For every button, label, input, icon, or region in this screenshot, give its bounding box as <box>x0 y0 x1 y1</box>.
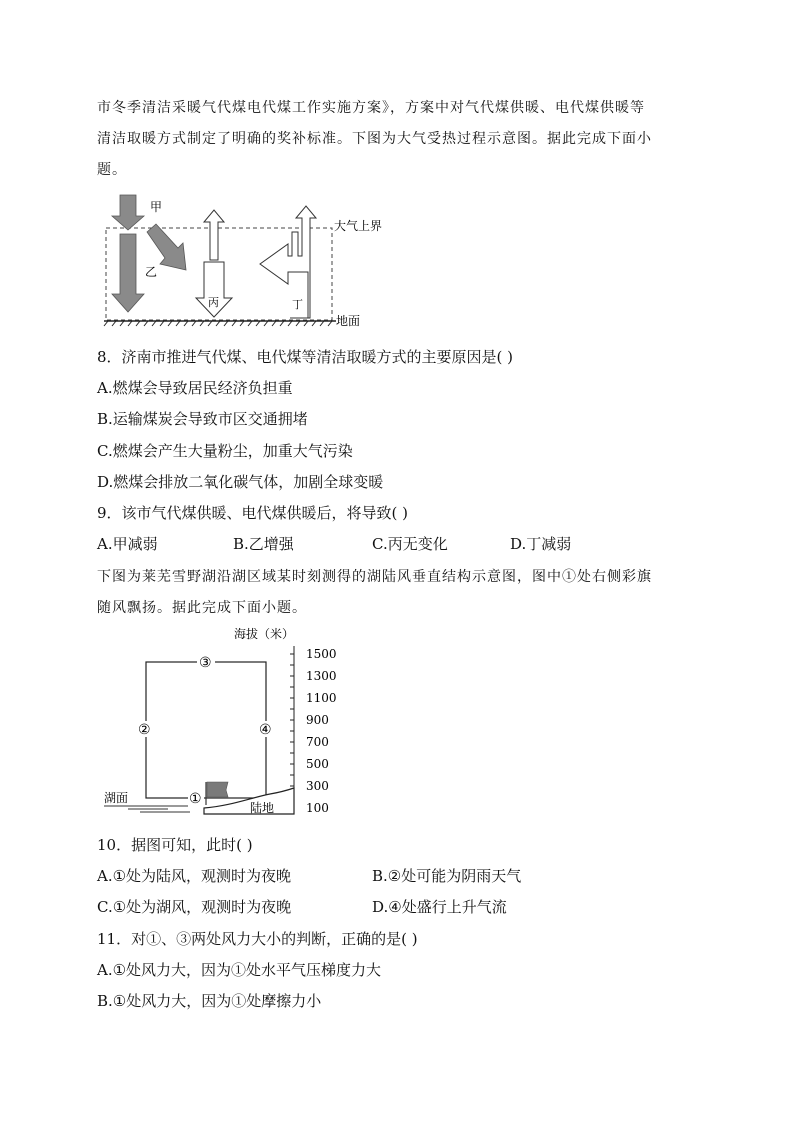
flag-icon <box>207 782 228 797</box>
q8-option-d[interactable]: D.燃煤会排放二氧化碳气体，加剧全球变暖 <box>97 473 384 491</box>
tick-500: 500 <box>306 757 329 771</box>
q11-stem: 11．对①、③两处风力大小的判断，正确的是( ) <box>97 930 418 948</box>
point-1: ① <box>189 791 202 807</box>
q11-option-a[interactable]: A.①处风力大，因为①处水平气压梯度力大 <box>97 961 382 979</box>
label-yi: 乙 <box>145 265 158 279</box>
q10-option-b[interactable]: B.②处可能为阴雨天气 <box>372 867 522 885</box>
tick-300: 300 <box>306 779 329 793</box>
q11-option-b[interactable]: B.①处风力大，因为①处摩擦力小 <box>97 992 322 1010</box>
lake-surface <box>104 806 190 812</box>
q9-option-d[interactable]: D.丁减弱 <box>510 535 572 553</box>
label-atmosphere-top: 大气上界 <box>334 219 383 233</box>
tick-100: 100 <box>306 801 329 815</box>
tick-700: 700 <box>306 735 329 749</box>
arrow-jia <box>112 195 144 230</box>
label-land: 陆地 <box>250 801 275 815</box>
atmosphere-heating-diagram <box>100 190 390 330</box>
ground-hatch <box>104 321 332 326</box>
label-lake: 湖面 <box>104 791 129 805</box>
q9-option-a[interactable]: A.甲减弱 <box>97 535 158 553</box>
q9-option-b[interactable]: B.乙增强 <box>233 535 294 553</box>
q8-option-a[interactable]: A.燃煤会导致居民经济负担重 <box>97 379 293 397</box>
label-bing: 丙 <box>208 296 219 309</box>
arrow-ding <box>260 206 316 318</box>
q10-stem: 10．据图可知，此时( ) <box>97 836 253 854</box>
circulation-loop <box>146 662 266 798</box>
intro1-line3: 题。 <box>97 162 127 178</box>
label-ding: 丁 <box>292 298 303 311</box>
intro2-line2: 随风飘扬。据此完成下面小题。 <box>97 600 307 616</box>
q10-option-a[interactable]: A.①处为陆风，观测时为夜晚 <box>97 867 292 885</box>
tick-1300: 1300 <box>306 669 337 683</box>
q9-stem: 9．该市气代煤供暖、电代煤供暖后，将导致( ) <box>97 504 409 522</box>
q10-option-c[interactable]: C.①处为湖风，观测时为夜晚 <box>97 898 292 916</box>
axis-minor-ticks <box>290 654 294 808</box>
intro1-line1: 市冬季清洁采暖气代煤电代煤工作实施方案》，方案中对气代煤供暖、电代煤供暖等 <box>97 100 645 116</box>
axis-title: 海拔（米） <box>234 627 295 641</box>
tick-900: 900 <box>306 713 329 727</box>
intro1-line2: 清洁取暖方式制定了明确的奖补标准。下图为大气受热过程示意图。据此完成下面小 <box>97 131 652 147</box>
arrow-diagonal <box>147 224 186 270</box>
label-ground: 地面 <box>336 314 361 328</box>
intro2-line1: 下图为莱芜雪野湖沿湖区域某时刻测得的湖陆风垂直结构示意图，图中①处右侧彩旗 <box>97 569 652 585</box>
point-4: ④ <box>259 722 272 738</box>
label-jia: 甲 <box>150 200 163 214</box>
arrow-yi <box>112 234 144 312</box>
q9-option-c[interactable]: C.丙无变化 <box>372 535 448 553</box>
q8-option-b[interactable]: B.运输煤炭会导致市区交通拥堵 <box>97 410 308 428</box>
tick-1100: 1100 <box>306 691 337 705</box>
q8-stem: 8．济南市推进气代煤、电代煤等清洁取暖方式的主要原因是( ) <box>97 348 514 366</box>
lake-breeze-diagram <box>100 622 350 824</box>
point-2: ② <box>138 722 151 738</box>
q10-option-d[interactable]: D.④处盛行上升气流 <box>372 898 507 916</box>
point-3: ③ <box>199 655 212 671</box>
arrow-bing-up <box>204 210 224 260</box>
q8-option-c[interactable]: C.燃煤会产生大量粉尘，加重大气污染 <box>97 442 353 460</box>
tick-1500: 1500 <box>306 647 337 661</box>
